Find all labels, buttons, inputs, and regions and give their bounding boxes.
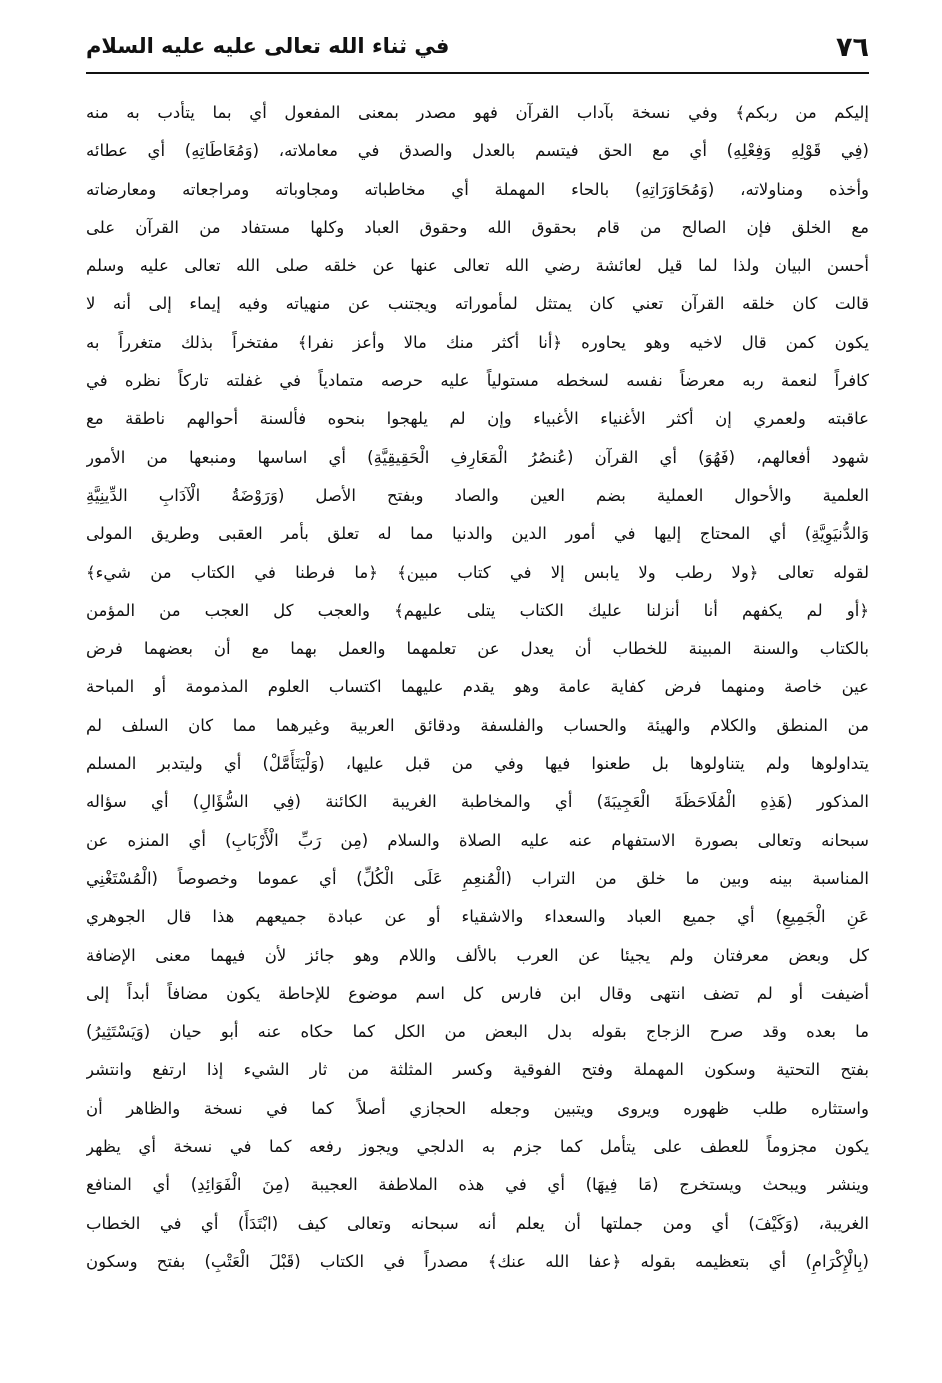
text-line: إليكم من ربكم﴾ وفي نسخة بآداب القرآن فهو مصدر بمعنى المفعول أي بما يتأدب به منه	[86, 103, 869, 122]
page-header	[86, 26, 869, 70]
text-line: وَالدُّنيَوِيَّةِ) أي المحتاج إليها في أمور الدين والدنيا مما له تعلق بأمر العقبى وطريق المولى	[86, 524, 869, 544]
text-line: من المنطق والكلام والهيئة والحساب والفلسفة ودقائق العربية وغيرهما مما كان السلف لم	[86, 715, 869, 735]
text-line: المناسبة بينه وبين ما خلق من التراب (الْمُنعِمِ عَلَى الْكُلِّ) أي عموما وخصوصاً (الْمُسْتَغْنِي	[86, 868, 869, 888]
text-line: كل وبعض معرفتان ولم يجيئا عن العرب بالألف واللام وهو جائز لأن فيهما معنى الإضافة	[86, 945, 869, 965]
text-line: ما بعده وقد صرح الزجاج بقوله بدل البعض من الكل كما حكاه عنه أبو حيان (وَيَسْتَثِيرُ)	[86, 1022, 869, 1042]
text-line: بفتح التحتية وسكون المهملة وفتح الفوقية وكسر المثلثة من ثار الشيء إذا ارتفع وانتشر	[86, 1060, 869, 1080]
text-line: أحسن البيان ولذا لما قيل لعائشة رضي الله تعالى عنها عن خلقه صلى الله تعالى عليه وسلم	[86, 256, 869, 276]
text-line: بالكتاب والسنة المبينة للخطاب أن يعدل عن تعلمهما والعمل بهما مع أن بعضهما فرض	[86, 639, 869, 659]
text-line: (فِي قَوْلِهِ وَفِعْلِهِ) أي مع الحق فيتسم بالعدل والصدق في معاملاته، (وَمُعَاطَاتِهِ) أي عطائه	[86, 141, 869, 161]
text-line: وينشر ويبحث ويستخرج (مَا فِيهَا) أي في هذه الملاطفة العجيبة (مِنَ الْفَوَائِدِ) أي المنافع	[86, 1175, 869, 1195]
text-line: عاقبته ولعمري إن أكثر الأغنياء الأغبياء وإن لم يلهجوا بنحوه فألسنة أحوالهم ناطقة مع	[86, 409, 869, 429]
text-line: الغريبة، (وَكَيْفَ) أي ومن جملتها أن يعلم أنه سبحانه وتعالى كيف (ابْتَدَأَ) أي في الخطاب	[86, 1213, 869, 1233]
text-line: قالت كان خلقه القرآن تعني كان يمتثل لمأموراته ويجتنب عن منهياته وفيه إيماء إلى أنه لا	[86, 294, 869, 314]
header-rule	[86, 72, 869, 74]
text-line: كافراً لنعمة ربه معرضاً نفسه لسخطه مستولياً عليه حرصه متمادياً في غفلته تاركاً نظره في	[86, 371, 869, 391]
text-line: يكون مجزوماً للعطف على يتأمل كما جزم به الدلجي ويجوز رفعه كما في نسخة أي يظهر	[86, 1137, 869, 1157]
page-number: ٧٦	[836, 32, 869, 63]
text-line: المذكور (هَذِهِ الْمُلَاحَظَةَ الْعَجِيبَةَ) أي والمخاطبة الغريبة الكائنة (فِي السُّؤَالِ) أي سؤاله	[86, 792, 869, 812]
text-line: أضيفت أو لم تضف انتهى وقال ابن فارس كل اسم موضوع للإحاطة يكون مضافاً أبداً إلى	[86, 983, 869, 1003]
text-line: لقوله تعالى ﴿ولا رطب ولا يابس إلا في كتاب مبين﴾ ﴿ما فرطنا في الكتاب من شيء﴾	[86, 562, 869, 582]
text-line: عَنِ الْجَمِيعِ) أي جميع العباد والسعداء والاشقياء أو عن عبادة جميعهم هذا قال الجوهري	[86, 907, 869, 927]
text-line: وأخذه ومناولاته، (وَمُحَاوَرَاتِهِ) بالحاء المهملة أي مخاطباته ومجاوباته ومراجعاته ومعارضاته	[86, 179, 869, 199]
text-line: شهود أفعالهم، (فَهُوَ) أي القرآن (عُنصُرُ الْمَعَارِفِ الْحَقِيقِيَّةِ) أي اساسها ومنبعها من الأمور	[86, 447, 869, 467]
text-line: مع الخلق فإن الصالح من قام بحقوق الله وحقوق العباد وكلها مستفاد من القرآن على	[86, 217, 869, 237]
text-line: (بِالْإِكْرَامِ) أي بتعظيمه بقوله ﴿عفا الله عنك﴾ مصدراً في الكتاب (قَبْلَ الْعَتْبِ) بفتح وسكون	[86, 1251, 869, 1271]
text-line: سبحانه وتعالى بصورة الاستفهام عنه عليه الصلاة والسلام (مِن رَبِّ الْأَرْبَابِ) أي المنزه عن	[86, 830, 869, 850]
text-line: عين خاصة ومنهما فرض كفاية عامة وهو يقدم عليهما اكتساب العلوم المذمومة أو المباحة	[86, 677, 869, 697]
text-line: واستثاره طلب ظهوره ويروى ويتبين وجعله الحجازي أصلاً كما في نسخة والظاهر أن	[86, 1098, 869, 1118]
text-line: العلمية والأحوال العملية بضم العين والصاد وبفتح الأصل (وَرَوْضَةُ الْآدَابِ الدِّينِيَّةِ	[86, 485, 869, 505]
body-text	[86, 94, 869, 1281]
running-title: في ثناء الله تعالى عليه عليه السلام	[86, 34, 450, 58]
text-line: ﴿أو لم يكفهم أنا أنزلنا عليك الكتاب يتلى عليهم﴾ والعجب كل العجب من المؤمن	[86, 600, 869, 620]
text-line: يتداولوها ولم يتناولوها بل طعنوا فيها وفي من قبل عليها، (وَلْيَتَأَمَّلْ) أي وليتدبر المسلم	[86, 754, 869, 774]
text-line: يكون كمن قال لاخيه وهو يحاوره ﴿أنا أكثر منك مالا وأعز نفرا﴾ مفتخراً بذلك متغرراً به	[86, 332, 869, 352]
